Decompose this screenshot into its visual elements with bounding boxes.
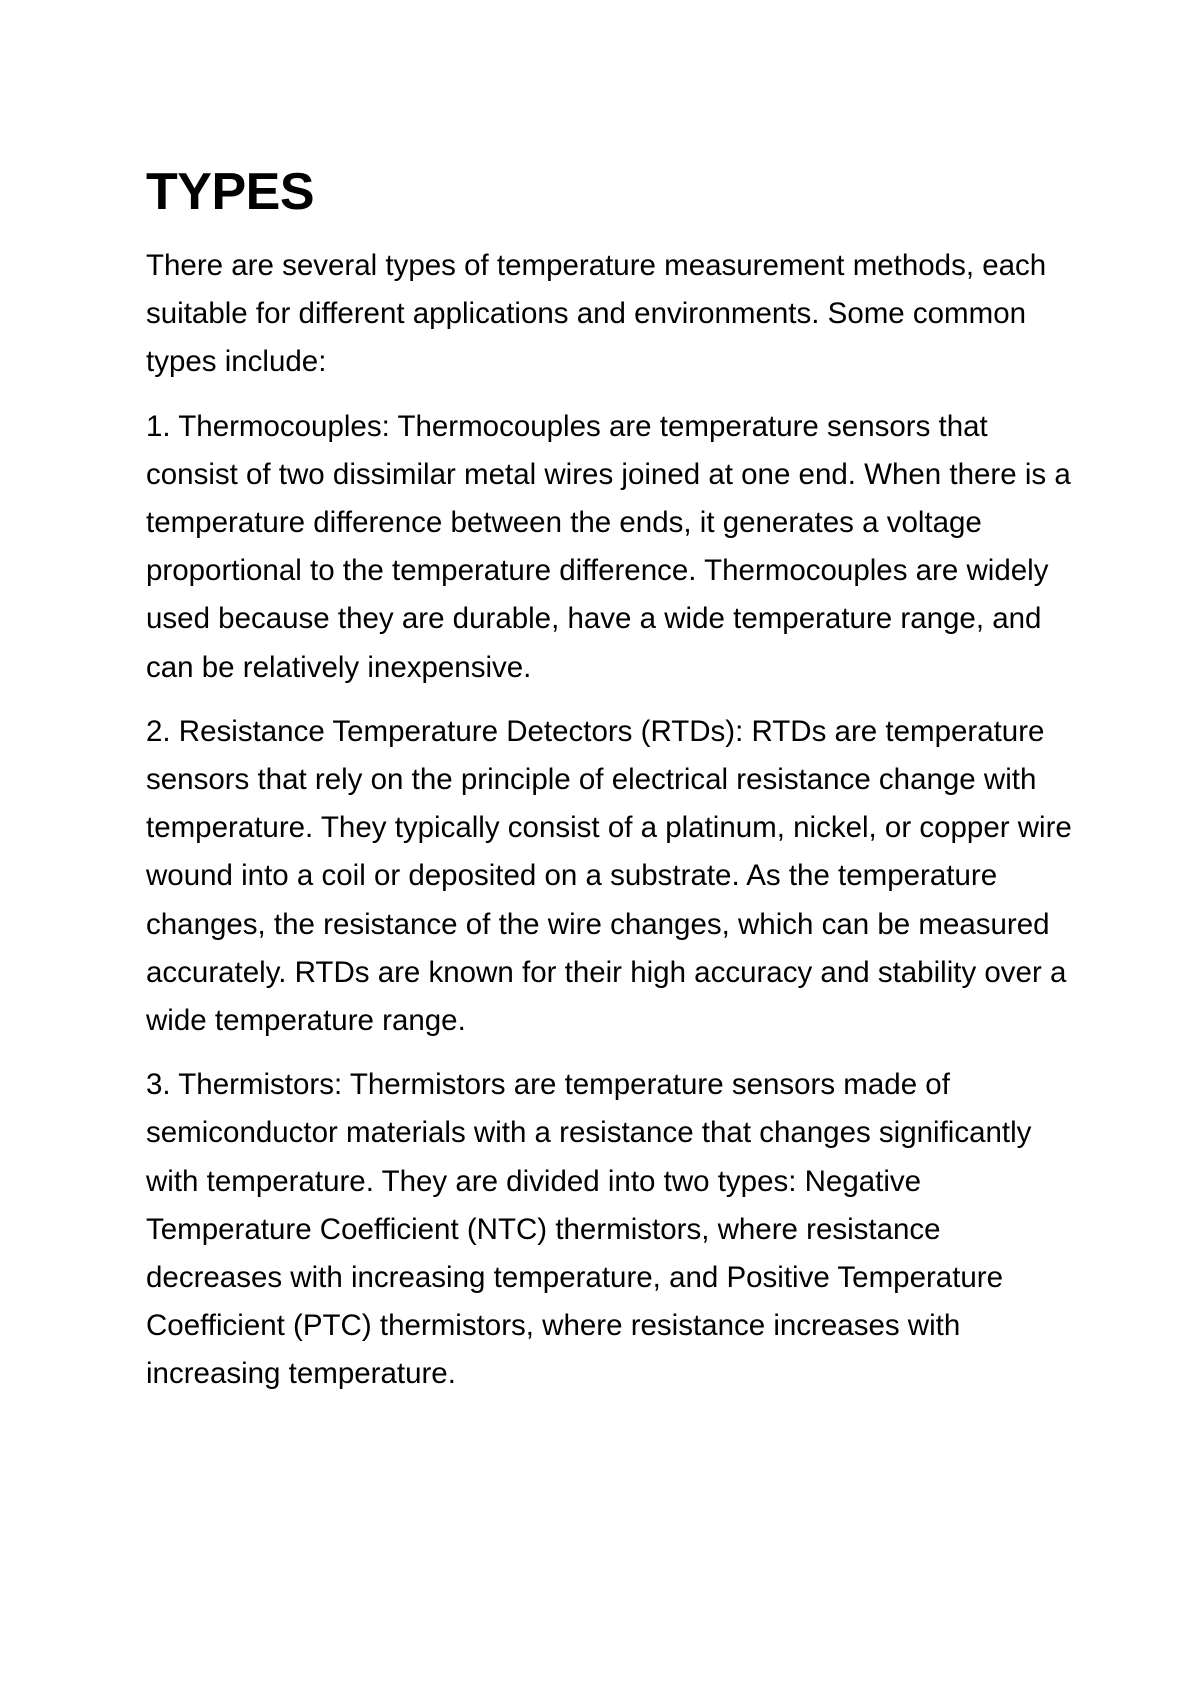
document-body — [146, 160, 1076, 1415]
thermistors-paragraph: 3. Thermistors: Thermistors are temperature sensors made of semiconductor materials with a resistance that changes significantly with temperature. They are divided into two types: Negative Temperature Coefficient (NTC) thermistors, where resistance decreases with increasing temperature, and Positive Temperature Coefficient (PTC) thermistors, where resistance increases with increasing temperature. — [146, 1068, 1032, 1391]
rtds-paragraph: 2. Resistance Temperature Detectors (RTDs): RTDs are temperature sensors that rely on the principle of electrical resistance change with temperature. They typically consist of a platinum, nickel, or copper wire wound into a coil or deposited on a substrate. As the temperature changes, the resistance of the wire changes, which can be measured accurately. RTDs are known for their high accuracy and stability over a wide temperature range. — [146, 714, 1072, 1038]
thermocouples-paragraph: 1. Thermocouples: Thermocouples are temperature sensors that consist of two dissimilar metal wires joined at one end. When there is a temperature difference between the ends, it generates a voltage proportional to the temperature difference. Thermocouples are widely used because they are durable, have a wide temperature range, and can be relatively inexpensive. — [146, 409, 1071, 684]
intro-paragraph: There are several types of temperature measurement methods, each suitable for different applications and environments. Some common types include: — [146, 249, 1047, 379]
page-title: TYPES — [146, 163, 314, 221]
